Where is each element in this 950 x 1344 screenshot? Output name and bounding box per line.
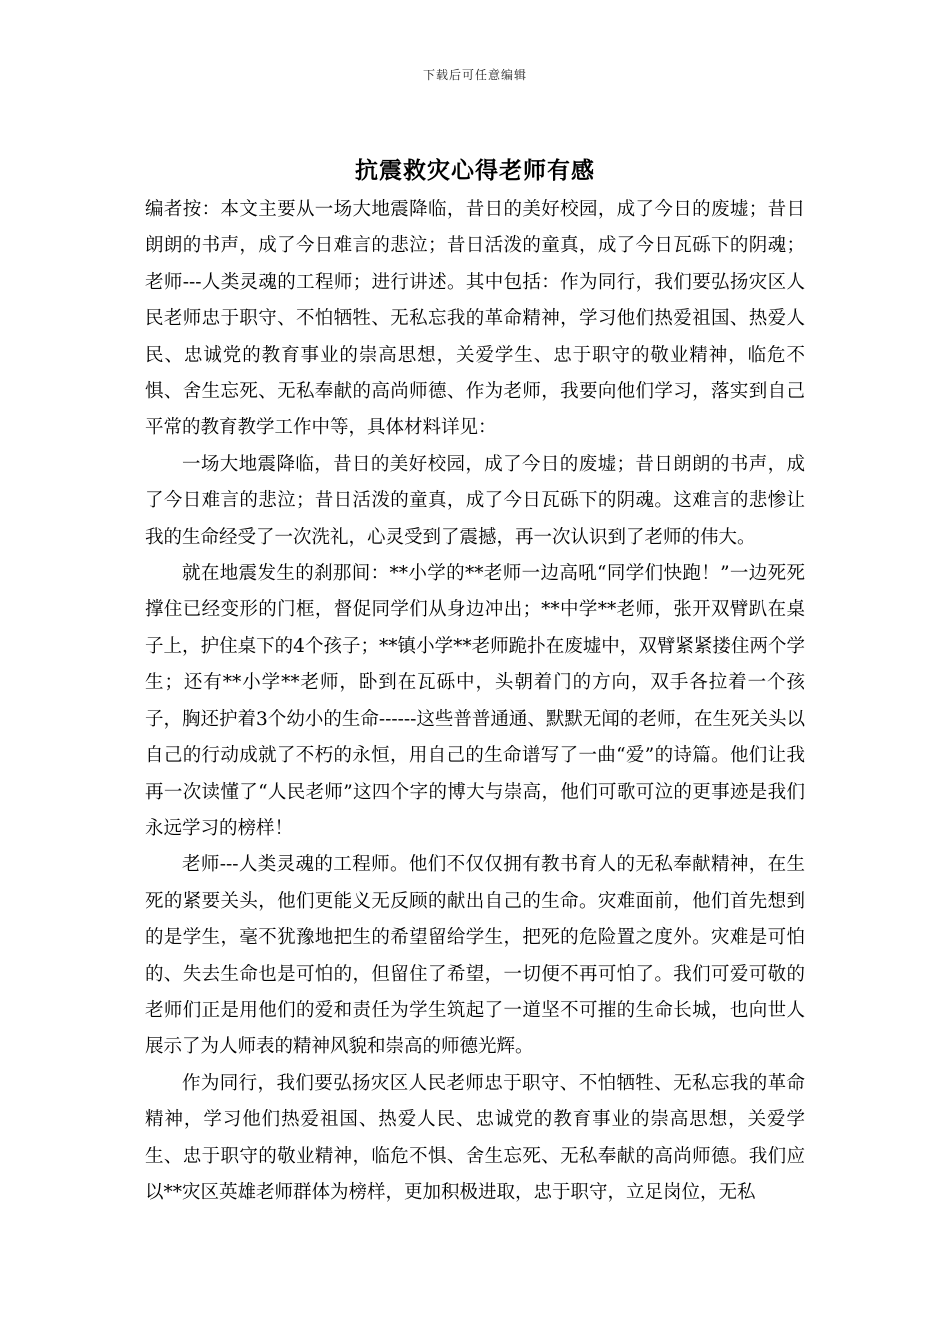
document-title: 抗震救灾心得老师有感 [355,157,595,184]
editor-note-paragraph: 编者按：本文主要从一场大地震降临，昔日的美好校园，成了今日的废墟；昔日朗朗的书声，成了今日难言的悲泣；昔日活泼的童真，成了今日瓦砾下的阴魂；老师---人类灵魂的工程师；进行讲述。其中包括：作为同行，我们要弘扬灾区人民老师忠于职守、不怕牺牲、无私忘我的革命精神，学习他们热爱祖国、热爱人民、忠诚党的教育事业的崇高思想，关爱学生、忠于职守的敬业精神，临危不惧、舍生忘死、无私奉献的高尚师德、作为老师，我要向他们学习，落实到自己平常的教育教学工作中等，具体材料详见： [145,199,805,439]
body-paragraph: 老师---人类灵魂的工程师。他们不仅仅拥有教书育人的无私奉献精神，在生死的紧要关头，他们更能义无反顾的献出自己的生命。灾难面前，他们首先想到的是学生，毫不犹豫地把生的希望留给学生，把死的危险置之度外。灾难是可怕的、失去生命也是可怕的，但留住了希望，一切便不再可怕了。我们可爱可敬的老师们正是用他们的爱和责任为学生筑起了一道坚不可摧的生命长城，也向世人展示了为人师表的精神风貌和崇高的师德光辉。 [145,854,805,1058]
body-paragraph: 作为同行，我们要弘扬灾区人民老师忠于职守、不怕牺牲、无私忘我的革命精神，学习他们热爱祖国、热爱人民、忠诚党的教育事业的崇高思想，关爱学生、忠于职守的敬业精神，临危不惧、舍生忘死、无私奉献的高尚师德。我们应以**灾区英雄老师群体为榜样，更加积极进取，忠于职守，立足岗位，无私 [145,1072,805,1203]
header-note: 下载后可任意编辑 [422,68,527,82]
body-paragraph: 就在地震发生的刹那间：**小学的**老师一边高吼“同学们快跑！”一边死死撑住已经变形的门框，督促同学们从身边冲出；**中学**老师，张开双臂趴在桌子上，护住桌下的4个孩子；**镇小学**老师跪扑在废墟中，双臂紧紧搂住两个学生；还有**小学**老师，卧到在瓦砾中，头朝着门的方向，双手各拉着一个孩子，胸还护着3个幼小的生命------这些普普通通、默默无闻的老师，在生死关头以自己的行动成就了不朽的永恒，用自己的生命谱写了一曲“爱”的诗篇。他们让我再一次读懂了“人民老师”这四个字的博大与崇高，他们可歌可泣的更事迹是我们永远学习的榜样！ [145,563,805,839]
body-paragraph: 一场大地震降临，昔日的美好校园，成了今日的废墟；昔日朗朗的书声，成了今日难言的悲泣；昔日活泼的童真，成了今日瓦砾下的阴魂。这难言的悲惨让我的生命经受了一次洗礼，心灵受到了震撼，再一次认识到了老师的伟大。 [145,453,805,548]
document-body [145,192,805,1211]
